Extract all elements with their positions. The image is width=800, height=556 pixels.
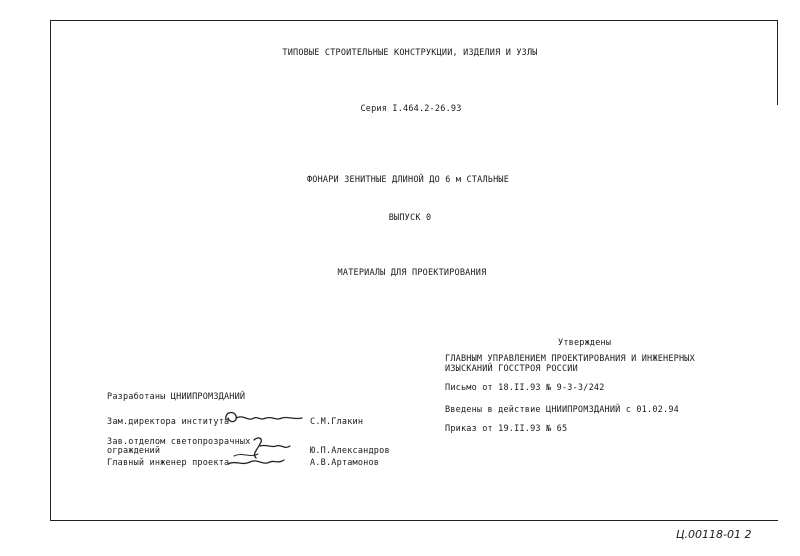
developer-name-deputy-director: С.М.Глакин <box>310 417 364 427</box>
developer-role-department-head-line1: Зав.отделом светопрозрачных <box>107 437 251 447</box>
developer-role-chief-engineer: Главный инженер проекта <box>107 458 230 468</box>
developers-heading: Разработаны ЦНИИПРОМЗДАНИЙ <box>107 392 246 402</box>
approval-authority-line1: ГЛАВНЫМ УПРАВЛЕНИЕМ ПРОЕКТИРОВАНИЯ И ИНЖЕНЕРНЫХ <box>445 354 695 364</box>
document-title: ТИПОВЫЕ СТРОИТЕЛЬНЫЕ КОНСТРУКЦИИ, ИЗДЕЛИЯ И УЗЛЫ <box>282 48 538 58</box>
approval-order: Приказ от 19.II.93 № 65 <box>445 424 568 434</box>
frame-bottom-line <box>50 520 778 521</box>
developer-name-chief-engineer: А.В.Артамонов <box>310 458 380 468</box>
signature-department-head <box>224 432 300 472</box>
approval-effective: Введены в действие ЦНИИПРОМЗДАНИЙ с 01.02.94 <box>445 405 679 415</box>
approval-authority-line2: ИЗЫСКАНИЙ ГОССТРОЯ РОССИИ <box>445 364 578 374</box>
frame-top-line <box>50 20 778 21</box>
developer-role-department-head-line2: ограждений <box>107 446 161 456</box>
materials-title: МАТЕРИАЛЫ ДЛЯ ПРОЕКТИРОВАНИЯ <box>337 268 487 278</box>
archive-stamp: Ц.00118-01 2 <box>676 528 752 541</box>
signature-deputy-director <box>222 406 304 428</box>
series-number: Серия I.464.2-26.93 <box>360 104 462 114</box>
developer-role-deputy-director: Зам.директора института <box>107 417 230 427</box>
approval-heading: Утверждены <box>558 338 612 348</box>
developer-name-department-head: Ю.П.Александров <box>310 446 390 456</box>
subject-title: ФОНАРИ ЗЕНИТНЫЕ ДЛИНОЙ ДО 6 м СТАЛЬНЫЕ <box>306 175 510 185</box>
frame-left-line <box>50 20 51 520</box>
issue-number: ВЫПУСК 0 <box>388 213 432 223</box>
approval-letter: Письмо от 18.II.93 № 9-3-3/242 <box>445 383 605 393</box>
frame-right-line <box>777 20 778 105</box>
